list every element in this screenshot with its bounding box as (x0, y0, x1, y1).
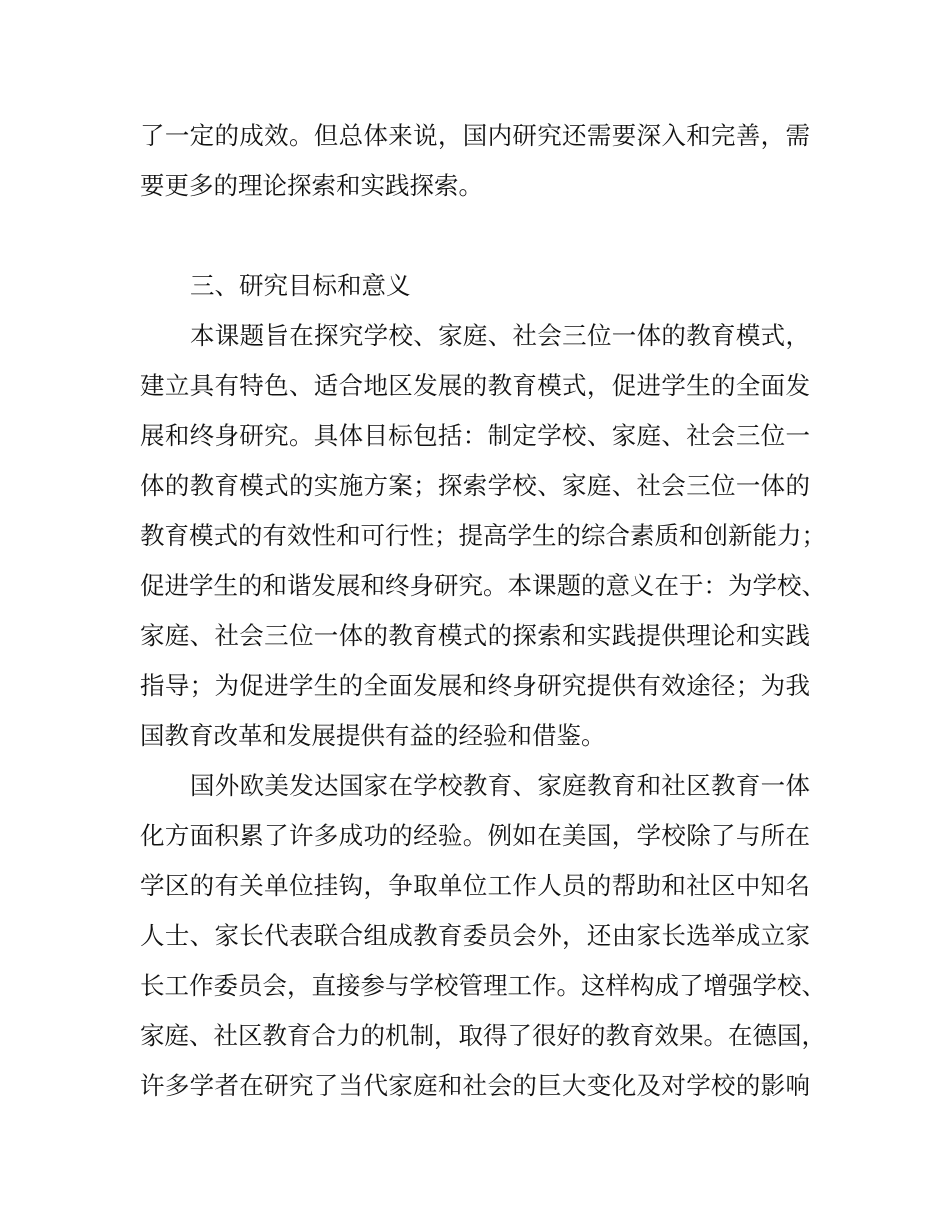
section-heading-block (140, 261, 810, 311)
text-line: 家庭、社会三位一体的教育模式的探索和实践提供理论和实践 (140, 621, 810, 650)
text-line: 展和终身研究。具体目标包括：制定学校、家庭、社会三位一 (140, 421, 810, 450)
text-line: 建立具有特色、适合地区发展的教育模式，促进学生的全面发 (140, 371, 810, 400)
text-line: 学区的有关单位挂钩，争取单位工作人员的帮助和社区中知名 (140, 871, 810, 900)
paragraph-research-goals (140, 311, 826, 761)
text-line: 了一定的成效。但总体来说，国内研究还需要深入和完善，需 (140, 121, 810, 150)
text-line: 长工作委员会，直接参与学校管理工作。这样构成了增强学校、 (140, 971, 826, 1000)
paragraph-foreign-experience (140, 761, 826, 1111)
text-line: 本课题旨在探究学校、家庭、社会三位一体的教育模式， (190, 321, 810, 350)
text-line: 人士、家长代表联合组成教育委员会外，还由家长选举成立家 (140, 921, 810, 950)
text-line: 国外欧美发达国家在学校教育、家庭教育和社区教育一体 (190, 771, 810, 800)
section-heading: 三、研究目标和意义 (190, 271, 411, 300)
text-line: 指导；为促进学生的全面发展和终身研究提供有效途径；为我 (140, 671, 810, 700)
text-line: 国教育改革和发展提供有益的经验和借鉴。 (140, 721, 606, 750)
paragraph-continuation (140, 111, 810, 211)
text-line: 家庭、社区教育合力的机制，取得了很好的教育效果。在德国， (140, 1021, 826, 1050)
text-line: 要更多的理论探索和实践探索。 (140, 171, 483, 200)
text-line: 化方面积累了许多成功的经验。例如在美国，学校除了与所在 (140, 821, 810, 850)
text-line: 体的教育模式的实施方案；探索学校、家庭、社会三位一体的 (140, 471, 810, 500)
text-line: 促进学生的和谐发展和终身研究。本课题的意义在于：为学校、 (140, 571, 826, 600)
text-line: 教育模式的有效性和可行性；提高学生的综合素质和创新能力； (140, 521, 826, 550)
text-line: 许多学者在研究了当代家庭和社会的巨大变化及对学校的影响 (140, 1071, 810, 1100)
